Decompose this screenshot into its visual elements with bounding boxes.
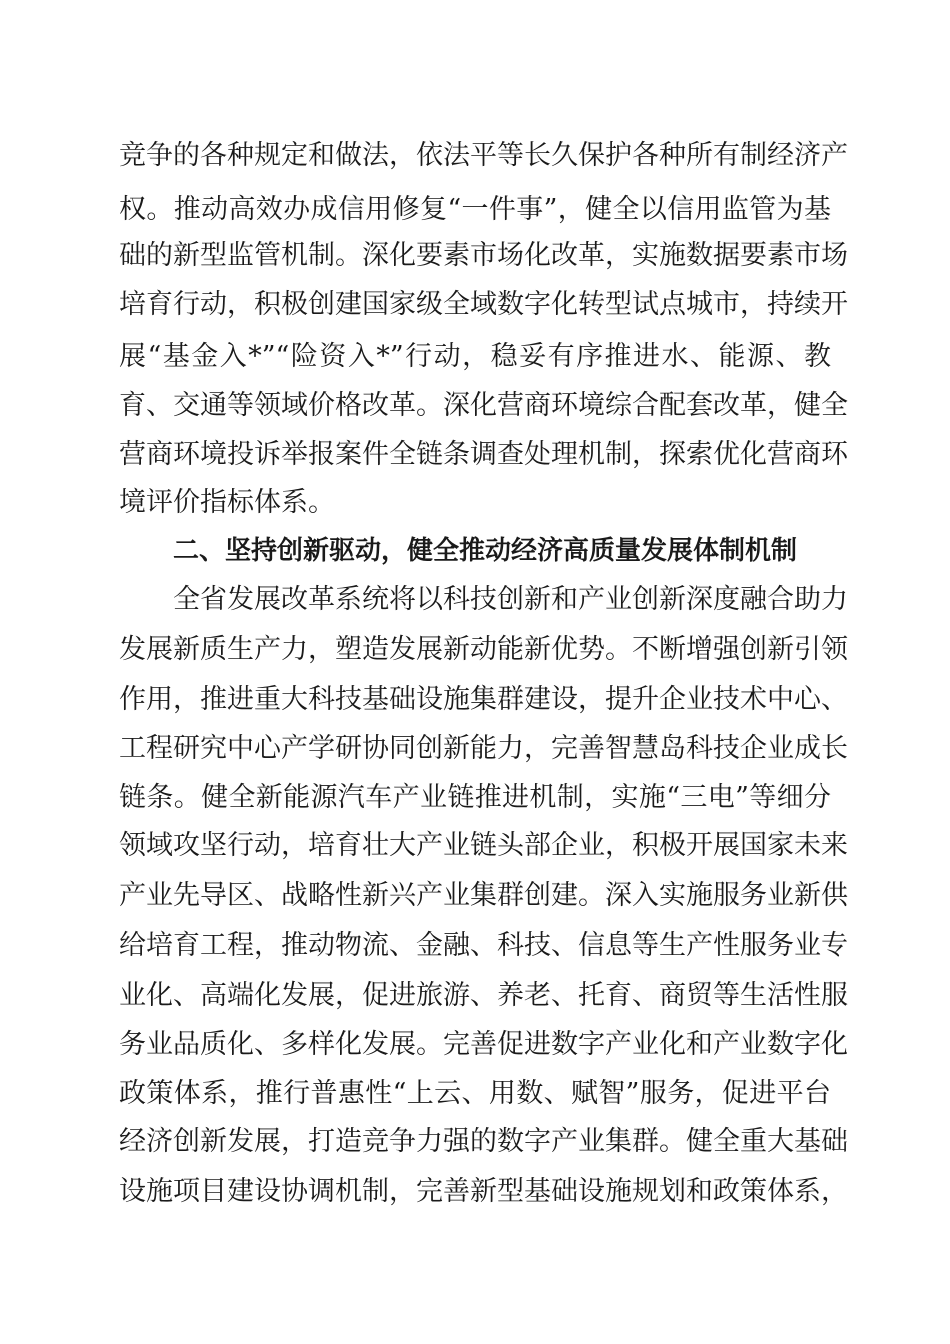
paragraph-line: 业化、高端化发展，促进旅游、养老、托育、商贸等生活性服 <box>119 980 848 1011</box>
paragraph-line: 链条。健全新能源汽车产业链推进机制，实施“三电”等细分 <box>119 782 831 813</box>
paragraph-line: 务业品质化、多样化发展。完善促进数字产业化和产业数字化 <box>119 1029 848 1060</box>
paragraph-line: 础的新型监管机制。深化要素市场化改革，实施数据要素市场 <box>119 240 848 271</box>
paragraph-line: 领域攻坚行动，培育壮大产业链头部企业，积极开展国家未来 <box>119 830 848 861</box>
paragraph-line: 发展新质生产力，塑造发展新动能新优势。不断增强创新引领 <box>119 634 848 665</box>
section-heading: 二、坚持创新驱动，健全推动经济高质量发展体制机制 <box>173 536 798 566</box>
paragraph-line: 营商环境投诉举报案件全链条调查处理机制，探索优化营商环 <box>119 439 848 470</box>
paragraph-line: 经济创新发展，打造竞争力强的数字产业集群。健全重大基础 <box>119 1126 848 1157</box>
paragraph-line: 育、交通等领域价格改革。深化营商环境综合配套改革，健全 <box>119 390 848 421</box>
paragraph-line: 产业先导区、战略性新兴产业集群创建。深入实施服务业新供 <box>119 880 848 911</box>
paragraph-line: 设施项目建设协调机制，完善新型基础设施规划和政策体系， <box>119 1176 848 1207</box>
paragraph-line: 全省发展改革系统将以科技创新和产业创新深度融合助力 <box>173 584 848 615</box>
paragraph-line: 工程研究中心产学研协同创新能力，完善智慧岛科技企业成长 <box>119 733 848 764</box>
paragraph-line: 政策体系，推行普惠性“上云、用数、赋智”服务，促进平台 <box>119 1078 831 1109</box>
paragraph-line: 作用，推进重大科技基础设施集群建设，提升企业技术中心、 <box>119 684 848 715</box>
paragraph-line: 展“基金入*”“险资入*”行动，稳妥有序推进水、能源、教 <box>119 341 831 372</box>
paragraph-line: 培育行动，积极创建国家级全域数字化转型试点城市，持续开 <box>119 289 848 320</box>
paragraph-line: 权。推动高效办成信用修复“一件事”，健全以信用监管为基 <box>119 194 831 225</box>
paragraph-line: 给培育工程，推动物流、金融、科技、信息等生产性服务业专 <box>119 930 848 961</box>
paragraph-line: 境评价指标体系。 <box>119 487 335 518</box>
paragraph-line: 竞争的各种规定和做法，依法平等长久保护各种所有制经济产 <box>119 140 848 171</box>
